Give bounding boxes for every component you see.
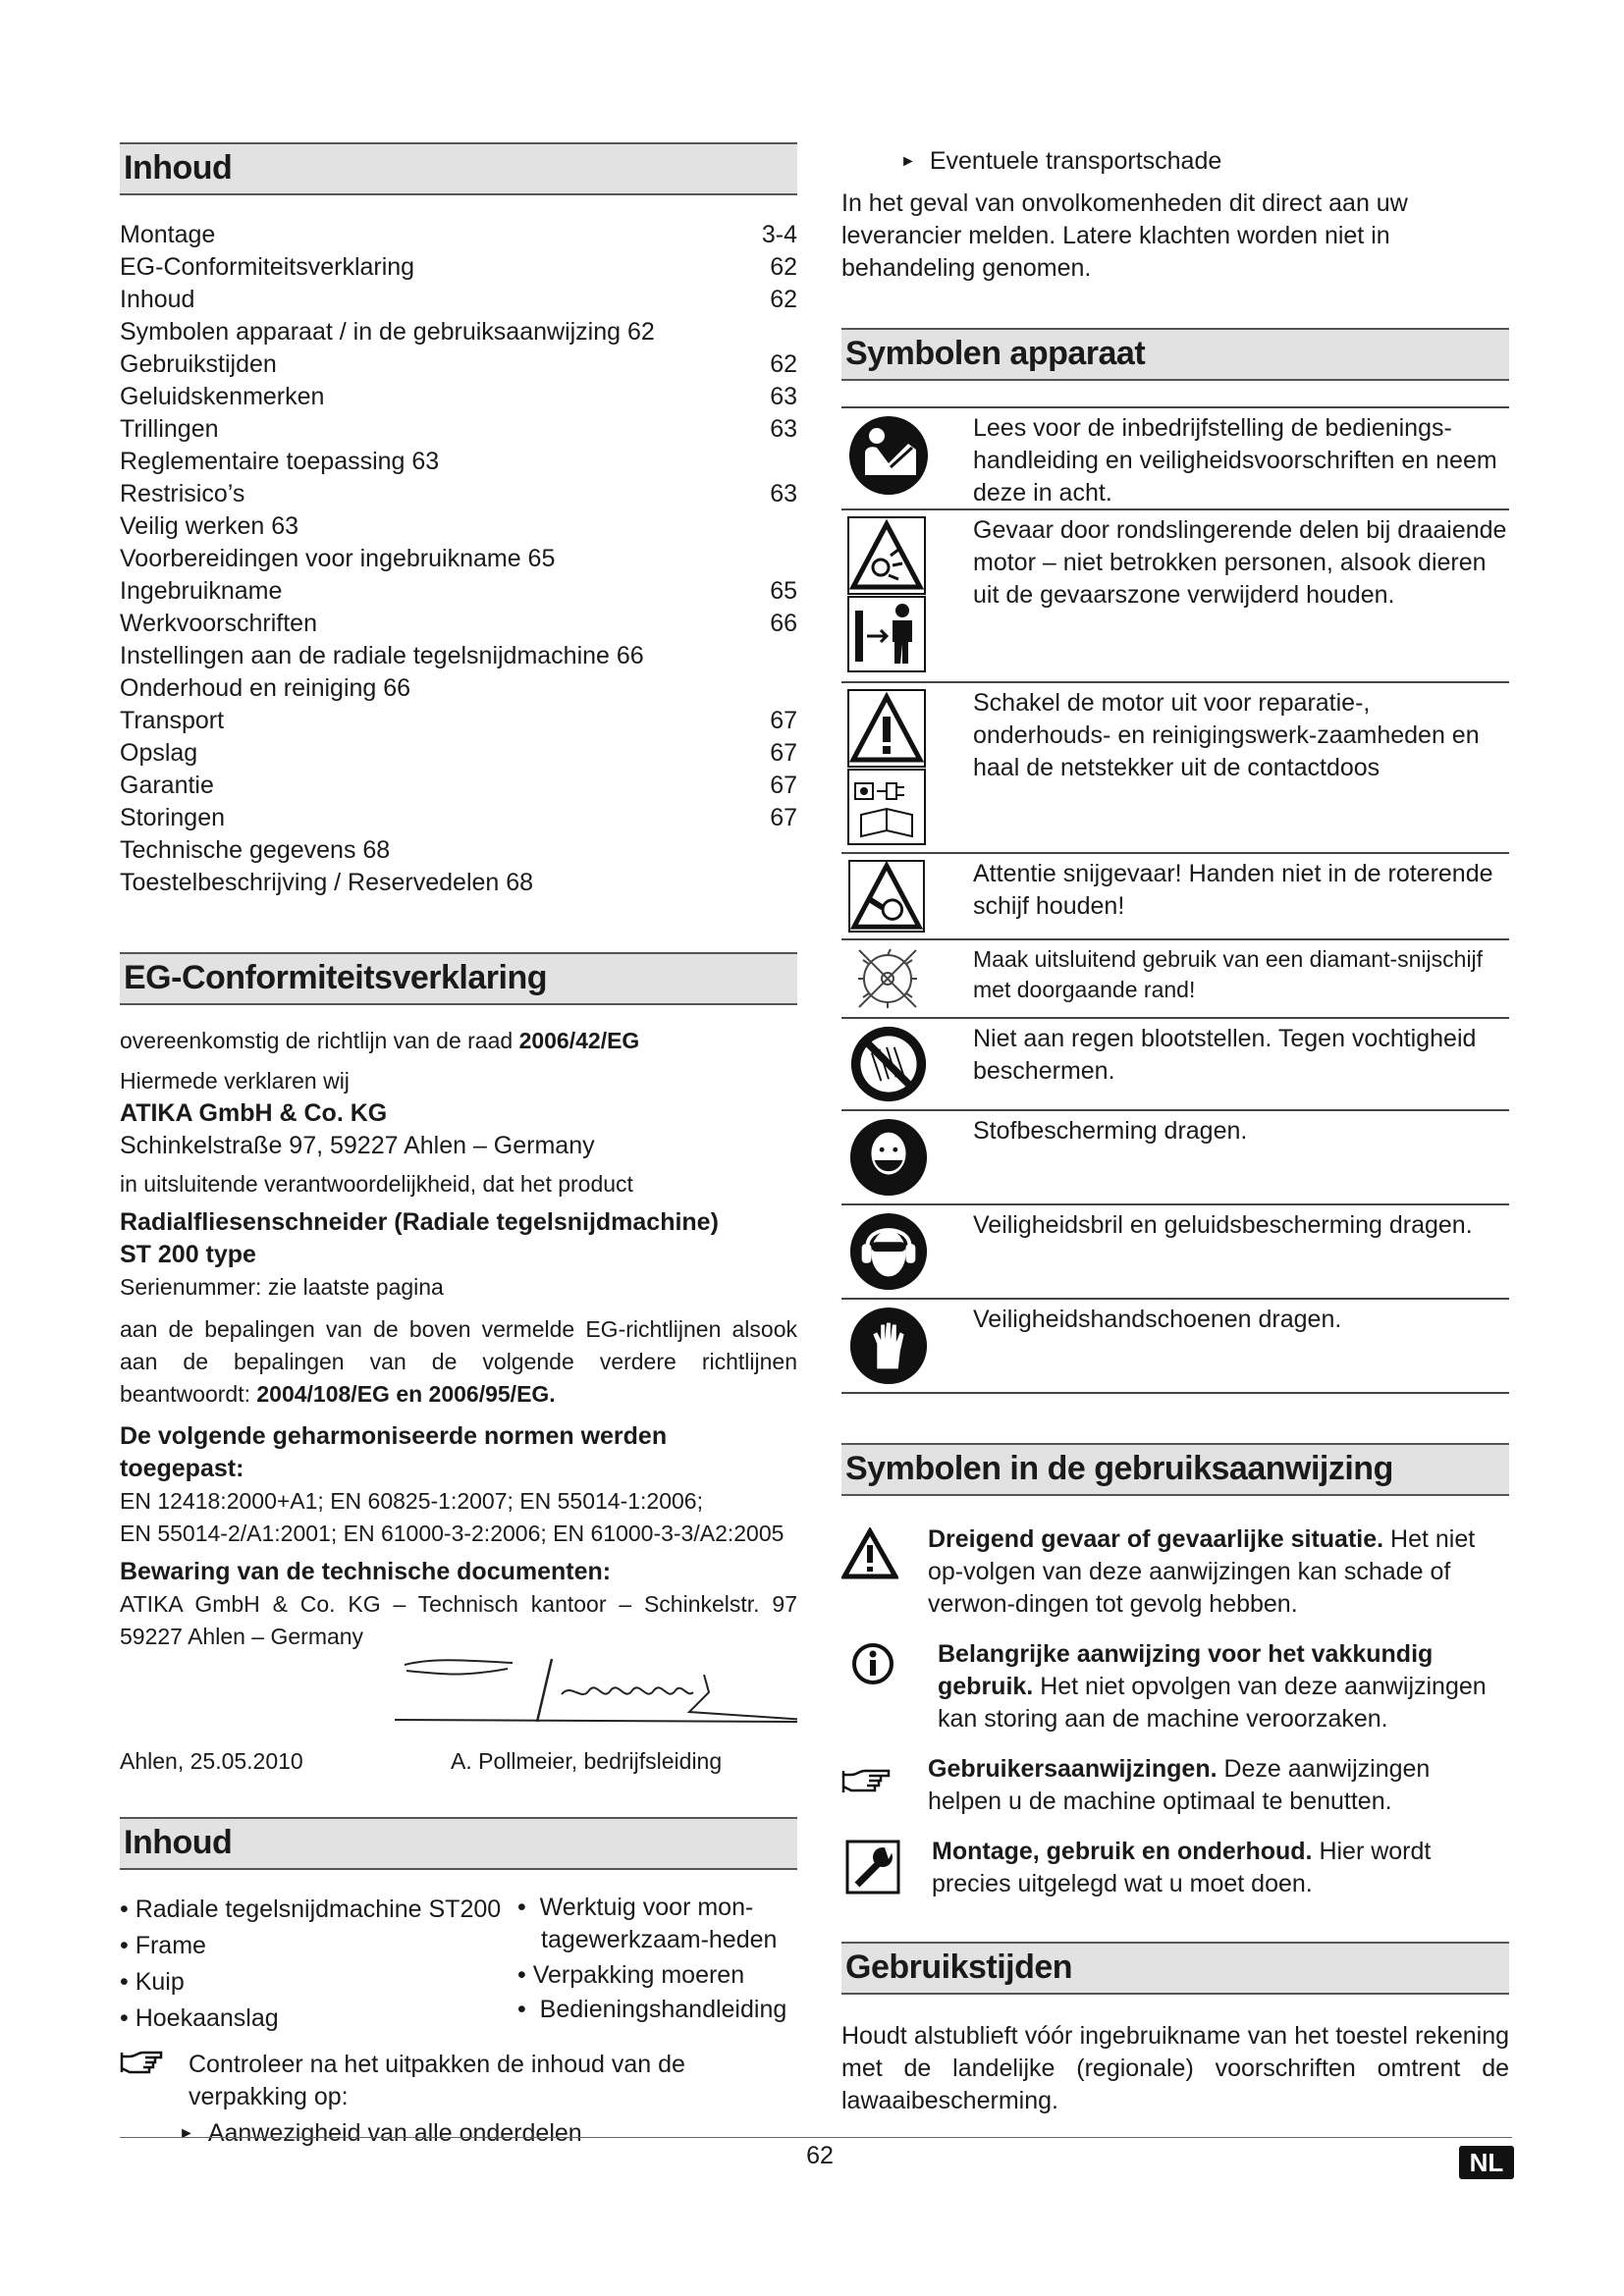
toc-item: EG-Conformiteitsverklaring 62: [120, 253, 797, 281]
norms-line: EN 55014-2/A1:2001; EN 61000-3-2:2006; EN 61000-3-3/A2:2005: [120, 1521, 785, 1546]
symbol-row: [841, 683, 1509, 854]
symbol-text: Lees voor de inbedrijfstelling de bedienings-handleiding en veiligheidsvoorschriften en neem deze in acht.: [973, 414, 1497, 507]
page-number: 62: [806, 2142, 834, 2169]
check-item: ► Aanwezigheid van alle onderdelen: [179, 2119, 582, 2147]
manual-symbol-text: Dreigend gevaar of gevaarlijke situatie. Het niet op-volgen van deze aanwijzingen kan schade of verwon-dingen tot gevolg hebben.: [928, 1525, 1476, 1618]
complaint-paragraph: In het geval van onvolkomenheden dit direct aan uw leverancier melden. Latere klachten worden niet in behandeling genomen.: [841, 189, 1408, 282]
manual-symbol-row: [841, 1836, 1509, 1900]
no-rain-icon: [847, 1025, 930, 1103]
signature-image: [120, 1653, 797, 1743]
toc-item: Opslag 67: [120, 739, 797, 767]
symbols-device-heading: Symbolen apparaat: [841, 328, 1509, 381]
toc-item: Onderhoud en reiniging 66: [120, 674, 411, 702]
docs-title: Bewaring van de technische documenten:: [120, 1558, 612, 1585]
responsibility-line: in uitsluitende verantwoordelijkheid, dat het product: [120, 1171, 633, 1197]
language-badge: NL: [1459, 2146, 1514, 2179]
left-column: [120, 142, 797, 2150]
company-name: ATIKA GmbH & Co. KG: [120, 1099, 388, 1127]
company-address: Schinkelstraße 97, 59227 Ahlen – Germany: [120, 1132, 595, 1159]
pointing-hand-icon: [120, 2049, 189, 2113]
conformity-heading: EG-Conformiteitsverklaring: [120, 952, 797, 1005]
manual-symbol-row: [841, 1523, 1509, 1621]
usage-times-heading: Gebruikstijden: [841, 1942, 1509, 1995]
symbol-row: [841, 854, 1509, 940]
toc-item: Montage 3-4: [120, 221, 797, 248]
toc-item: Garantie 67: [120, 772, 797, 799]
toc-item: Gebruikstijden 62: [120, 350, 797, 378]
serial-line: Serienummer: zie laatste pagina: [120, 1274, 444, 1300]
read-manual-icon: [847, 414, 930, 497]
symbol-text: Gevaar door rondslingerende delen bij draaiende motor – niet betrokken personen, alsook dieren uit de gevaarszone verwijderd houden.: [973, 516, 1507, 609]
warning-triangle-icon: [841, 1527, 898, 1580]
gloves-icon: [847, 1306, 930, 1386]
toc-item: Instellingen aan de radiale tegelsnijdmachine 66: [120, 642, 644, 669]
list-item: • Radiale tegelsnijdmachine ST200: [120, 1896, 502, 1923]
toc-item: Geluidskenmerken 63: [120, 383, 797, 410]
toc-item: Werkvoorschriften 66: [120, 610, 797, 637]
goggles-earmuffs-icon: [847, 1211, 930, 1292]
manual-symbol-text: Gebruikersaanwijzingen. Deze aanwijzingen helpen u de machine optimaal te benutten.: [928, 1755, 1431, 1815]
symbol-row: [841, 1019, 1509, 1111]
check-note: [120, 2049, 797, 2113]
symbol-row: [841, 940, 1509, 1019]
list-item: • Werktuig voor mon-: [517, 1894, 754, 1921]
cutting-hazard-icon: [847, 860, 926, 933]
unplug-warning-icon: [847, 689, 926, 846]
footer-divider: [120, 2137, 1512, 2138]
toc-item: Ingebruikname 65: [120, 577, 797, 605]
manual-symbol-row: [841, 1753, 1509, 1818]
toc-item: Transport 67: [120, 707, 797, 734]
toc-item: Trillingen 63: [120, 415, 797, 443]
symbol-text: Stofbescherming dragen.: [973, 1117, 1248, 1145]
symbols-manual-list: [841, 1523, 1509, 1900]
toc-item: Veilig werken 63: [120, 512, 299, 540]
toc-item: Toestelbeschrijving / Reservedelen 68: [120, 869, 534, 896]
contents-heading: Inhoud: [120, 1817, 797, 1870]
symbols-device-table: [841, 406, 1509, 1394]
symbols-manual-heading: Symbolen in de gebruiksaanwijzing: [841, 1443, 1509, 1496]
symbol-row: [841, 1300, 1509, 1394]
info-icon: [851, 1642, 894, 1685]
product-name: Radialfliesenschneider (Radiale tegelsnijdmachine): [120, 1208, 719, 1236]
right-column: [841, 145, 1509, 2117]
symbol-row: [841, 1111, 1509, 1205]
manual-symbol-text: Montage, gebruik en onderhoud. Hier wordt precies uitgelegd wat u moet doen.: [932, 1838, 1432, 1897]
rotating-parts-warning-icon: [847, 516, 926, 673]
list-item: • Verpakking moeren: [517, 1961, 745, 1989]
toc-item: Reglementaire toepassing 63: [120, 448, 440, 475]
place-date: Ahlen, 25.05.2010: [120, 1748, 303, 1774]
list-item: • Bedieningshandleiding: [517, 1996, 787, 2023]
manual-symbol-text: Belangrijke aanwijzing voor het vakkundig gebruik. Het niet opvolgen van deze aanwijzingen kan storing aan de machine veroorzaken.: [938, 1640, 1487, 1733]
product-type: ST 200 type: [120, 1241, 256, 1268]
wrench-icon: [845, 1840, 900, 1895]
symbol-text: Veiligheidshandschoenen dragen.: [973, 1306, 1342, 1333]
diamond-disc-icon: [855, 946, 920, 1011]
toc-heading: Inhoud: [120, 142, 797, 195]
pointing-hand-icon: [841, 1765, 893, 1796]
docs-line: ATIKA GmbH & Co. KG – Technisch kantoor – Schinkelstr. 97: [120, 1591, 797, 1617]
toc-list: [120, 219, 797, 899]
signatory: A. Pollmeier, bedrijfsleiding: [451, 1748, 723, 1774]
symbol-text: Attentie snijgevaar! Handen niet in de roterende schijf houden!: [973, 860, 1493, 920]
directives-paragraph: aan de bepalingen van de boven vermelde EG-richtlijnen alsook aan de bepalingen van de volgende verdere richtlijnen beantwoordt: 2004/108/EG en 2006/95/EG.: [120, 1316, 797, 1407]
list-item: • Kuip: [120, 1968, 185, 1996]
list-item-cont: tagewerkzaam-heden: [541, 1926, 778, 1953]
list-item: • Frame: [120, 1932, 206, 1959]
usage-times-text: Houdt alstublieft vóór ingebruikname van het toestel rekening met de landelijke (regionale) voorschriften omtrent de lawaaibescherming.: [841, 2022, 1509, 2114]
declare-line: Hiermede verklaren wij: [120, 1068, 350, 1094]
symbol-text: Niet aan regen blootstellen. Tegen vochtigheid beschermen.: [973, 1025, 1477, 1085]
manual-symbol-row: [841, 1638, 1509, 1735]
signature-area: [120, 1653, 797, 1743]
symbol-text: Schakel de motor uit voor reparatie-, onderhouds- en reinigingswerk-zaamheden en haal de netstekker uit de contactdoos: [973, 689, 1480, 781]
directive-line: overeenkomstig de richtlijn van de raad 2006/42/EG: [120, 1028, 640, 1053]
dust-mask-icon: [847, 1117, 930, 1198]
toc-item: Inhoud 62: [120, 286, 797, 313]
docs-line: 59227 Ahlen – Germany: [120, 1624, 364, 1649]
symbol-row: [841, 408, 1509, 510]
contents-col-2: [517, 1892, 786, 2037]
check-text: Controleer na het uitpakken de inhoud van de verpakking op:: [189, 2051, 685, 2110]
toc-item: Voorbereidingen voor ingebruikname 65: [120, 545, 556, 572]
norms-line: EN 12418:2000+A1; EN 60825-1:2007; EN 55014-1:2006;: [120, 1488, 703, 1514]
toc-item: Restrisico’s 63: [120, 480, 797, 507]
check-item: ► Eventuele transportschade: [900, 147, 1222, 175]
symbol-text: Maak uitsluitend gebruik van een diamant-snijschijf met doorgaande rand!: [973, 946, 1484, 1002]
list-item: • Hoekaanslag: [120, 2004, 279, 2032]
signature-caption: [120, 1745, 797, 1778]
symbol-row: [841, 510, 1509, 683]
contents-lists: [120, 1892, 797, 2037]
toc-item: Symbolen apparaat / in de gebruiksaanwijzing 62: [120, 318, 655, 346]
conformity-body: [120, 1025, 797, 1778]
toc-item: Storingen 67: [120, 804, 797, 831]
norms-title: De volgende geharmoniseerde normen werden toegepast:: [120, 1422, 668, 1482]
contents-col-1: [120, 1892, 517, 2037]
toc-item: Technische gegevens 68: [120, 836, 391, 864]
symbol-row: [841, 1205, 1509, 1300]
symbol-text: Veiligheidsbril en geluidsbescherming dragen.: [973, 1211, 1473, 1239]
